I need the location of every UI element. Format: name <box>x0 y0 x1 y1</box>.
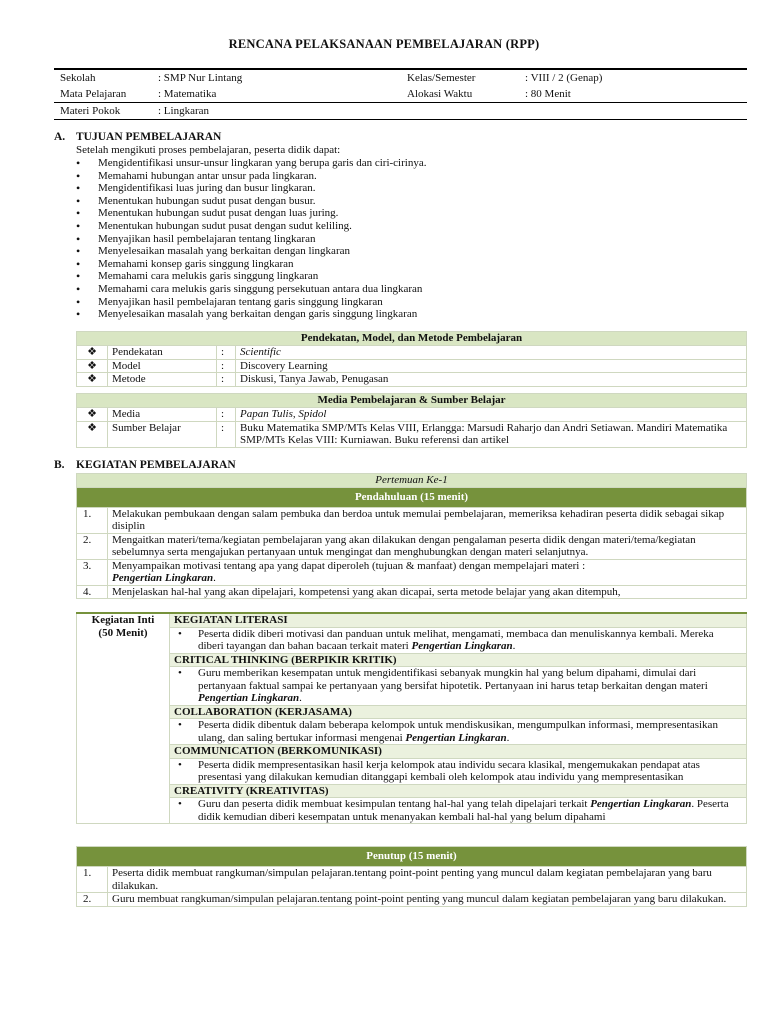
diamond-icon: ❖ <box>77 408 108 422</box>
creativity-text: Guru dan peserta didik membuat kesimpulan tentang hal-hal yang telah dipelajari terkait <box>198 798 591 810</box>
media-label: Media <box>108 408 217 422</box>
collab-heading: COLLABORATION (KERJASAMA) <box>170 705 747 719</box>
emphasis-text: Pengertian Lingkaran <box>112 572 214 584</box>
time-value: : 80 Menit <box>525 88 571 100</box>
list-item: • Memahami hubungan antar unsur pada lingkaran. <box>76 170 756 183</box>
table-row <box>77 421 747 447</box>
school-label: Sekolah <box>60 72 96 84</box>
list-item: • Memahami cara melukis garis singgung persekutuan antara dua lingkaran <box>76 283 756 296</box>
section-a-heading <box>54 131 221 143</box>
row-text: Mengaitkan materi/tema/kegiatan pembelajaran yang akan dilakukan dengan pengalaman peserta didik dengan materi/tema/kegiatan sebelumnya serta mengajukan pertanyaan untuk mengingat dan menghubungkan dengan materi selanjutnya. <box>108 533 747 559</box>
row-text-after: . <box>213 572 216 584</box>
list-item: • Menentukan hubungan sudut pusat dengan sudut keliling. <box>76 220 756 233</box>
list-item: • Memahami cara melukis garis singgung lingkaran <box>76 270 756 283</box>
list-item: • Mengidentifikasi luas juring dan busur lingkaran. <box>76 182 756 195</box>
creativity-heading: CREATIVITY (KREATIVITAS) <box>170 784 747 798</box>
section-a-number: A. <box>54 131 66 143</box>
subject-value: : Matematika <box>158 88 217 100</box>
table-row <box>77 533 747 559</box>
critical-text: Guru memberikan kesempatan untuk mengidentifikasi sebanyak mungkin hal yang belum dipahami, dimulai dari pertanyaan faktual sampai ke pertanyaan yang bersifat hipotetik. Pertanyaan ini harus tetap berkaitan dengan materi <box>198 667 708 692</box>
emphasis-text: Pengertian Lingkaran <box>590 798 692 810</box>
approach-label: Pendekatan <box>108 346 217 360</box>
comm-heading: COMMUNICATION (BERKOMUNIKASI) <box>170 745 747 759</box>
literasi-text: Peserta didik diberi motivasi dan panduan untuk melihat, mengamati, membaca dan menuliskannya kembali. Mereka diberi tayangan dan bahan bacaan terkait materi <box>198 627 714 652</box>
colon: : <box>217 373 236 387</box>
creativity-item <box>170 798 747 824</box>
row-text: Peserta didik membuat rangkuman/simpulan pelajaran.tentang point-point penting yang muncul dalam kegiatan pembelajaran yang baru dilakukan. <box>108 867 747 893</box>
list-item: • Memahami konsep garis singgung lingkaran <box>76 258 756 271</box>
topic-value: : Lingkaran <box>158 105 210 117</box>
core-duration: (50 Menit) <box>98 626 148 639</box>
media-header: Media Pembelajaran & Sumber Belajar <box>77 394 747 408</box>
school-value: : SMP Nur Lintang <box>158 72 243 84</box>
source-value: Buku Matematika SMP/MTs Kelas VIII, Erlangga: Marsudi Raharjo dan Andri Setiawan. Mandiri Matematika SMP/MTs Kelas VIII: Kurniawan. Buku referensi dan artikel <box>236 421 747 447</box>
approach-header: Pendekatan, Model, dan Metode Pembelajaran <box>77 332 747 346</box>
media-value <box>236 408 747 422</box>
class-label: Kelas/Semester <box>407 72 476 84</box>
row-text: Menjelaskan hal-hal yang akan dipelajari, kompetensi yang akan dicapai, serta metode belajar yang akan ditempuh, <box>108 585 747 599</box>
critical-item: • Guru memberikan kesempatan untuk mengidentifikasi sebanyak mungkin hal yang belum dipahami, dimulai dari pertanyaan faktual sampai ke pertanyaan yang bersifat hipotetik. Pertanyaan ini harus tetap berkaitan dengan materi Pengertian Lingkaran. <box>170 667 747 706</box>
section-b-heading <box>54 459 236 471</box>
objectives-list <box>76 157 756 321</box>
method-label: Metode <box>108 373 217 387</box>
list-item: • Mengidentifikasi unsur-unsur lingkaran yang berupa garis dan ciri-cirinya. <box>76 157 756 170</box>
row-text-cell <box>108 559 747 585</box>
row-number: 2. <box>77 893 108 907</box>
intro-header: Pendahuluan (15 menit) <box>77 487 747 507</box>
row-number: 1. <box>77 867 108 893</box>
table-row <box>77 359 747 373</box>
identity-table <box>54 68 747 120</box>
row-number: 4. <box>77 585 108 599</box>
collab-item: • Peserta didik dibentuk dalam beberapa kelompok untuk mendiskusikan, mengumpulkan informasi, mempresentasikan ulang, dan saling bertukar informasi mengenai Pengertian Lingkaran. <box>170 719 747 745</box>
emphasis-text: Pengertian Lingkaran <box>411 640 513 652</box>
identity-row <box>54 102 747 119</box>
table-row <box>77 507 747 533</box>
table-row <box>77 585 747 599</box>
table-row <box>77 373 747 387</box>
document-title: RENCANA PELAKSANAAN PEMBELAJARAN (RPP) <box>228 37 540 51</box>
list-item: • Menyajikan hasil pembelajaran tentang garis singgung lingkaran <box>76 296 756 309</box>
row-text: Guru membuat rangkuman/simpulan pelajaran.tentang point-point penting yang muncul dalam kegiatan pembelajaran yang baru dilakukan. <box>108 893 747 907</box>
identity-row <box>54 70 747 86</box>
creativity-text-after: . Peserta didik kemudian diberi kesempatan untuk menanyakan kembali hal-hal yang belum dipahami <box>198 798 729 823</box>
colon: : <box>217 421 236 447</box>
comm-item: • Peserta didik mempresentasikan hasil kerja kelompok atau individu secara klasikal, mengemukakan pendapat atas presentasi yang dilakukan kemudian ditanggapi kembali oleh kelompok atau individu yang mempresentasikan <box>170 758 747 784</box>
colon: : <box>217 359 236 373</box>
source-label: Sumber Belajar <box>108 421 217 447</box>
list-item: • Menentukan hubungan sudut pusat dengan busur. <box>76 195 756 208</box>
diamond-icon: ❖ <box>77 346 108 360</box>
emphasis-text: Pengertian Lingkaran <box>198 692 300 704</box>
media-table <box>76 393 747 448</box>
table-row <box>77 408 747 422</box>
collab-text: Peserta didik dibentuk dalam beberapa kelompok untuk mendiskusikan, mengumpulkan informasi, mempresentasikan ulang, dan saling bertukar informasi mengenai <box>198 719 718 744</box>
critical-heading: CRITICAL THINKING (BERPIKIR KRITIK) <box>170 653 747 667</box>
media-value-text: Papan Tulis, Spidol <box>240 408 327 420</box>
model-value: Discovery Learning <box>236 359 747 373</box>
topic-label: Materi Pokok <box>60 105 121 117</box>
colon: : <box>217 408 236 422</box>
row-text: Menyampaikan motivasi tentang apa yang dapat diperoleh (tujuan & manfaat) dengan mempelajari materi : <box>112 559 586 572</box>
approach-value-text: Scientific <box>240 346 281 358</box>
diamond-icon: ❖ <box>77 421 108 447</box>
literasi-heading: KEGIATAN LITERASI <box>170 613 747 627</box>
list-item: • Menyelesaikan masalah yang berkaitan dengan garis singgung lingkaran <box>76 308 756 321</box>
emphasis-text: Pengertian Lingkaran <box>405 731 507 744</box>
list-item: • Menyajikan hasil pembelajaran tentang lingkaran <box>76 233 756 246</box>
colon: : <box>217 346 236 360</box>
meeting-header: Pertemuan Ke-1 <box>77 474 747 488</box>
diamond-icon: ❖ <box>77 359 108 373</box>
row-text: Melakukan pembukaan dengan salam pembuka dan berdoa untuk memulai pembelajaran, memeriksa kehadiran peserta didik sebagai sikap disiplin <box>108 507 747 533</box>
table-row <box>77 346 747 360</box>
core-label: Kegiatan Inti <box>91 614 155 626</box>
table-row <box>77 559 747 585</box>
subject-label: Mata Pelajaran <box>60 88 127 100</box>
row-number: 3. <box>77 559 108 585</box>
diamond-icon: ❖ <box>77 373 108 387</box>
core-activities-table <box>76 612 747 824</box>
model-label: Model <box>108 359 217 373</box>
identity-row <box>54 86 747 102</box>
section-a-title: TUJUAN PEMBELAJARAN <box>76 131 222 143</box>
closing-table <box>76 846 747 907</box>
method-value: Diskusi, Tanya Jawab, Penugasan <box>236 373 747 387</box>
section-b-title: KEGIATAN PEMBELAJARAN <box>76 459 236 471</box>
table-row <box>77 867 747 893</box>
approach-value <box>236 346 747 360</box>
list-item: • Menyelesaikan masalah yang berkaitan dengan lingkaran <box>76 245 756 258</box>
row-number: 1. <box>77 507 108 533</box>
approach-table <box>76 331 747 387</box>
row-number: 2. <box>77 533 108 559</box>
closing-header: Penutup (15 menit) <box>77 847 747 867</box>
time-label: Alokasi Waktu <box>407 88 473 100</box>
objectives-intro: Setelah mengikuti proses pembelajaran, peserta didik dapat: <box>76 144 341 156</box>
core-label-cell <box>77 613 170 824</box>
table-row <box>77 893 747 907</box>
section-b-number: B. <box>54 459 65 471</box>
literasi-item: • Peserta didik diberi motivasi dan panduan untuk melihat, mengamati, membaca dan menuliskannya kembali. Mereka diberi tayangan dan bahan bacaan terkait materi Pengertian Lingkaran. <box>170 627 747 653</box>
activities-table <box>76 473 747 599</box>
list-item: • Menentukan hubungan sudut pusat dengan luas juring. <box>76 207 756 220</box>
class-value: : VIII / 2 (Genap) <box>525 72 603 84</box>
